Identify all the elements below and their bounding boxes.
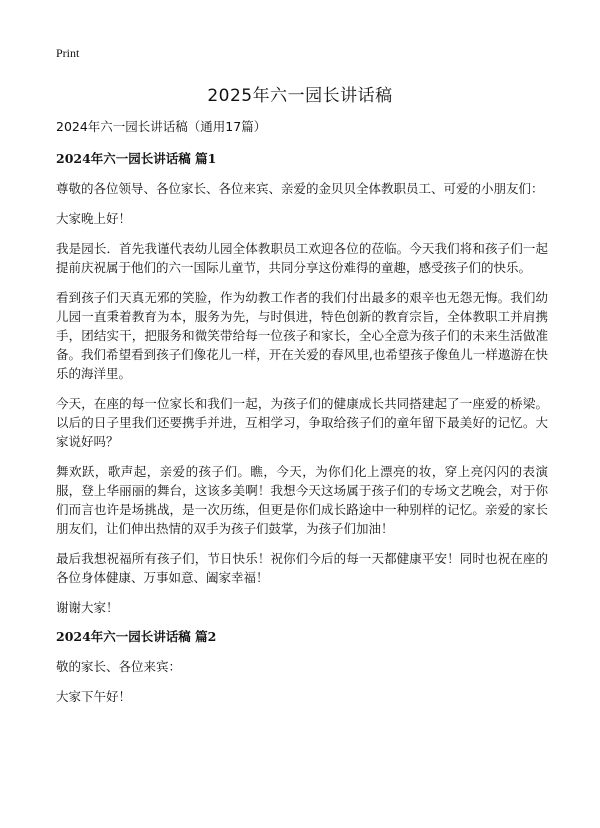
closing-paragraph: 最后我想祝福所有孩子们，节日快乐！祝你们今后的每一天都健康平安！同时也祝在座的各位身体健康、万事如意、阖家幸福！ xyxy=(56,551,548,585)
body-paragraph: 看到孩子们天真无邪的笑脸，作为幼教工作者的我们付出最多的艰辛也无怨无悔。我们幼儿园一直秉着教育为本，服务为先，与时俱进，特色创新的教育宗旨，全体教职工并肩携手，团结实干，把服务和微笑带给每一位孩子和家长，全心全意为孩子们的未来生活做准备。我们希望看到孩子们像花儿一样，开在关爱的春风里,也希望孩子像鱼儿一样遨游在快乐的海洋里。 xyxy=(56,290,548,381)
greeting-paragraph: 大家下午好！ xyxy=(56,689,132,704)
section-heading-1: 2024年六一园长讲话稿 篇1 xyxy=(56,151,217,166)
print-link[interactable]: Print xyxy=(56,46,80,60)
section-heading-2: 2024年六一园长讲话稿 篇2 xyxy=(56,629,217,644)
salutation-paragraph: 敬的家长、各位来宾： xyxy=(56,659,182,674)
salutation-paragraph: 尊敬的各位领导、各位家长、各位来宾、亲爱的金贝贝全体教职员工、可爱的小朋友们： xyxy=(56,181,544,196)
body-paragraph: 今天，在座的每一位家长和我们一起，为孩子们的健康成长共同搭建起了一座爱的桥梁。以后的日子里我们还要携手并进，互相学习，争取给孩子们的童年留下最美好的记忆。大家说好吗？ xyxy=(56,396,548,449)
page-title: 2025年六一园长讲话稿 xyxy=(207,86,393,106)
document-subtitle: 2024年六一园长讲话稿（通用17篇） xyxy=(56,119,267,134)
greeting-paragraph: 大家晚上好！ xyxy=(56,211,132,226)
intro-paragraph: 我是园长．首先我谨代表幼儿园全体教职员工欢迎各位的莅临。今天我们将和孩子们一起提前庆祝属于他们的六一国际儿童节，共同分享这份难得的童趣，感受孩子们的快乐。 xyxy=(56,241,548,275)
body-paragraph: 舞欢跃，歌声起，亲爱的孩子们。瞧，今天，为你们化上漂亮的妆，穿上亮闪闪的表演服，登上华丽丽的舞台，这该多美啊！我想今天这场属于孩子们的专场文艺晚会，对于你们而言也许是场挑战，是一次历练，但更是你们成长路途中一种别样的记忆。亲爱的家长朋友们，让们伸出热情的双手为孩子们鼓掌，为孩子们加油！ xyxy=(56,464,548,536)
document-body xyxy=(56,118,548,717)
thanks-paragraph: 谢谢大家！ xyxy=(56,600,119,615)
